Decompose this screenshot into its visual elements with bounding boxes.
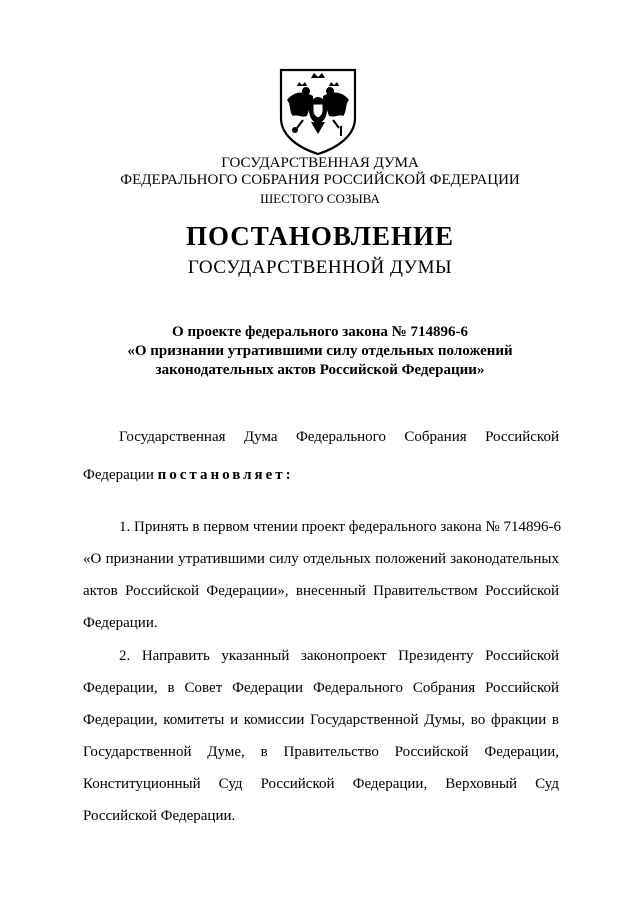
item-1-line: Федерации. — [83, 615, 158, 631]
item-2-line: Федерации, комитеты и комиссии Государственной Думы, во фракции в — [83, 712, 559, 728]
double-headed-eagle-icon — [273, 66, 363, 156]
resolution-title-line: О проекте федерального закона № 714896-6 — [172, 324, 468, 340]
issuer-line-2: ФЕДЕРАЛЬНОГО СОБРАНИЯ РОССИЙСКОЙ ФЕДЕРАЦИИ — [120, 172, 520, 188]
item-2-line: Российской Федерации. — [83, 808, 236, 824]
item-2-line: 2. Направить указанный законопроект Президенту Российской — [119, 648, 559, 664]
preamble-line: Государственная Дума Федерального Собрания Российской — [119, 429, 559, 445]
preamble-line — [83, 465, 559, 485]
item-2-line: Федерации, в Совет Федерации Федерального Собрания Российской — [83, 680, 559, 696]
coat-of-arms-emblem — [273, 66, 363, 156]
resolution-title-line: «О признании утратившими силу отдельных положений — [127, 343, 513, 359]
preamble-text: Федерации — [83, 467, 158, 483]
resolution-title-line: законодательных актов Российской Федерации» — [155, 362, 485, 378]
item-2-line: Конституционный Суд Российской Федерации, Верховный Суд — [83, 776, 559, 792]
item-1-line: актов Российской Федерации», внесенный Правительством Российской — [83, 583, 559, 599]
item-1-line: «О признании утратившими силу отдельных положений законодательных — [83, 551, 559, 567]
item-2-line: Государственной Думе, в Правительство Российской Федерации, — [83, 744, 559, 760]
convocation-line: ШЕСТОГО СОЗЫВА — [260, 191, 380, 206]
issuer-line-1: ГОСУДАРСТВЕННАЯ ДУМА — [221, 155, 419, 171]
item-1-line: 1. Принять в первом чтении проект федерального закона № 714896-6 — [119, 519, 561, 535]
document-subtype-heading: ГОСУДАРСТВЕННОЙ ДУМЫ — [187, 257, 453, 278]
preamble-action-word: постановляет: — [157, 467, 294, 483]
document-type-heading: ПОСТАНОВЛЕНИЕ — [185, 221, 455, 251]
